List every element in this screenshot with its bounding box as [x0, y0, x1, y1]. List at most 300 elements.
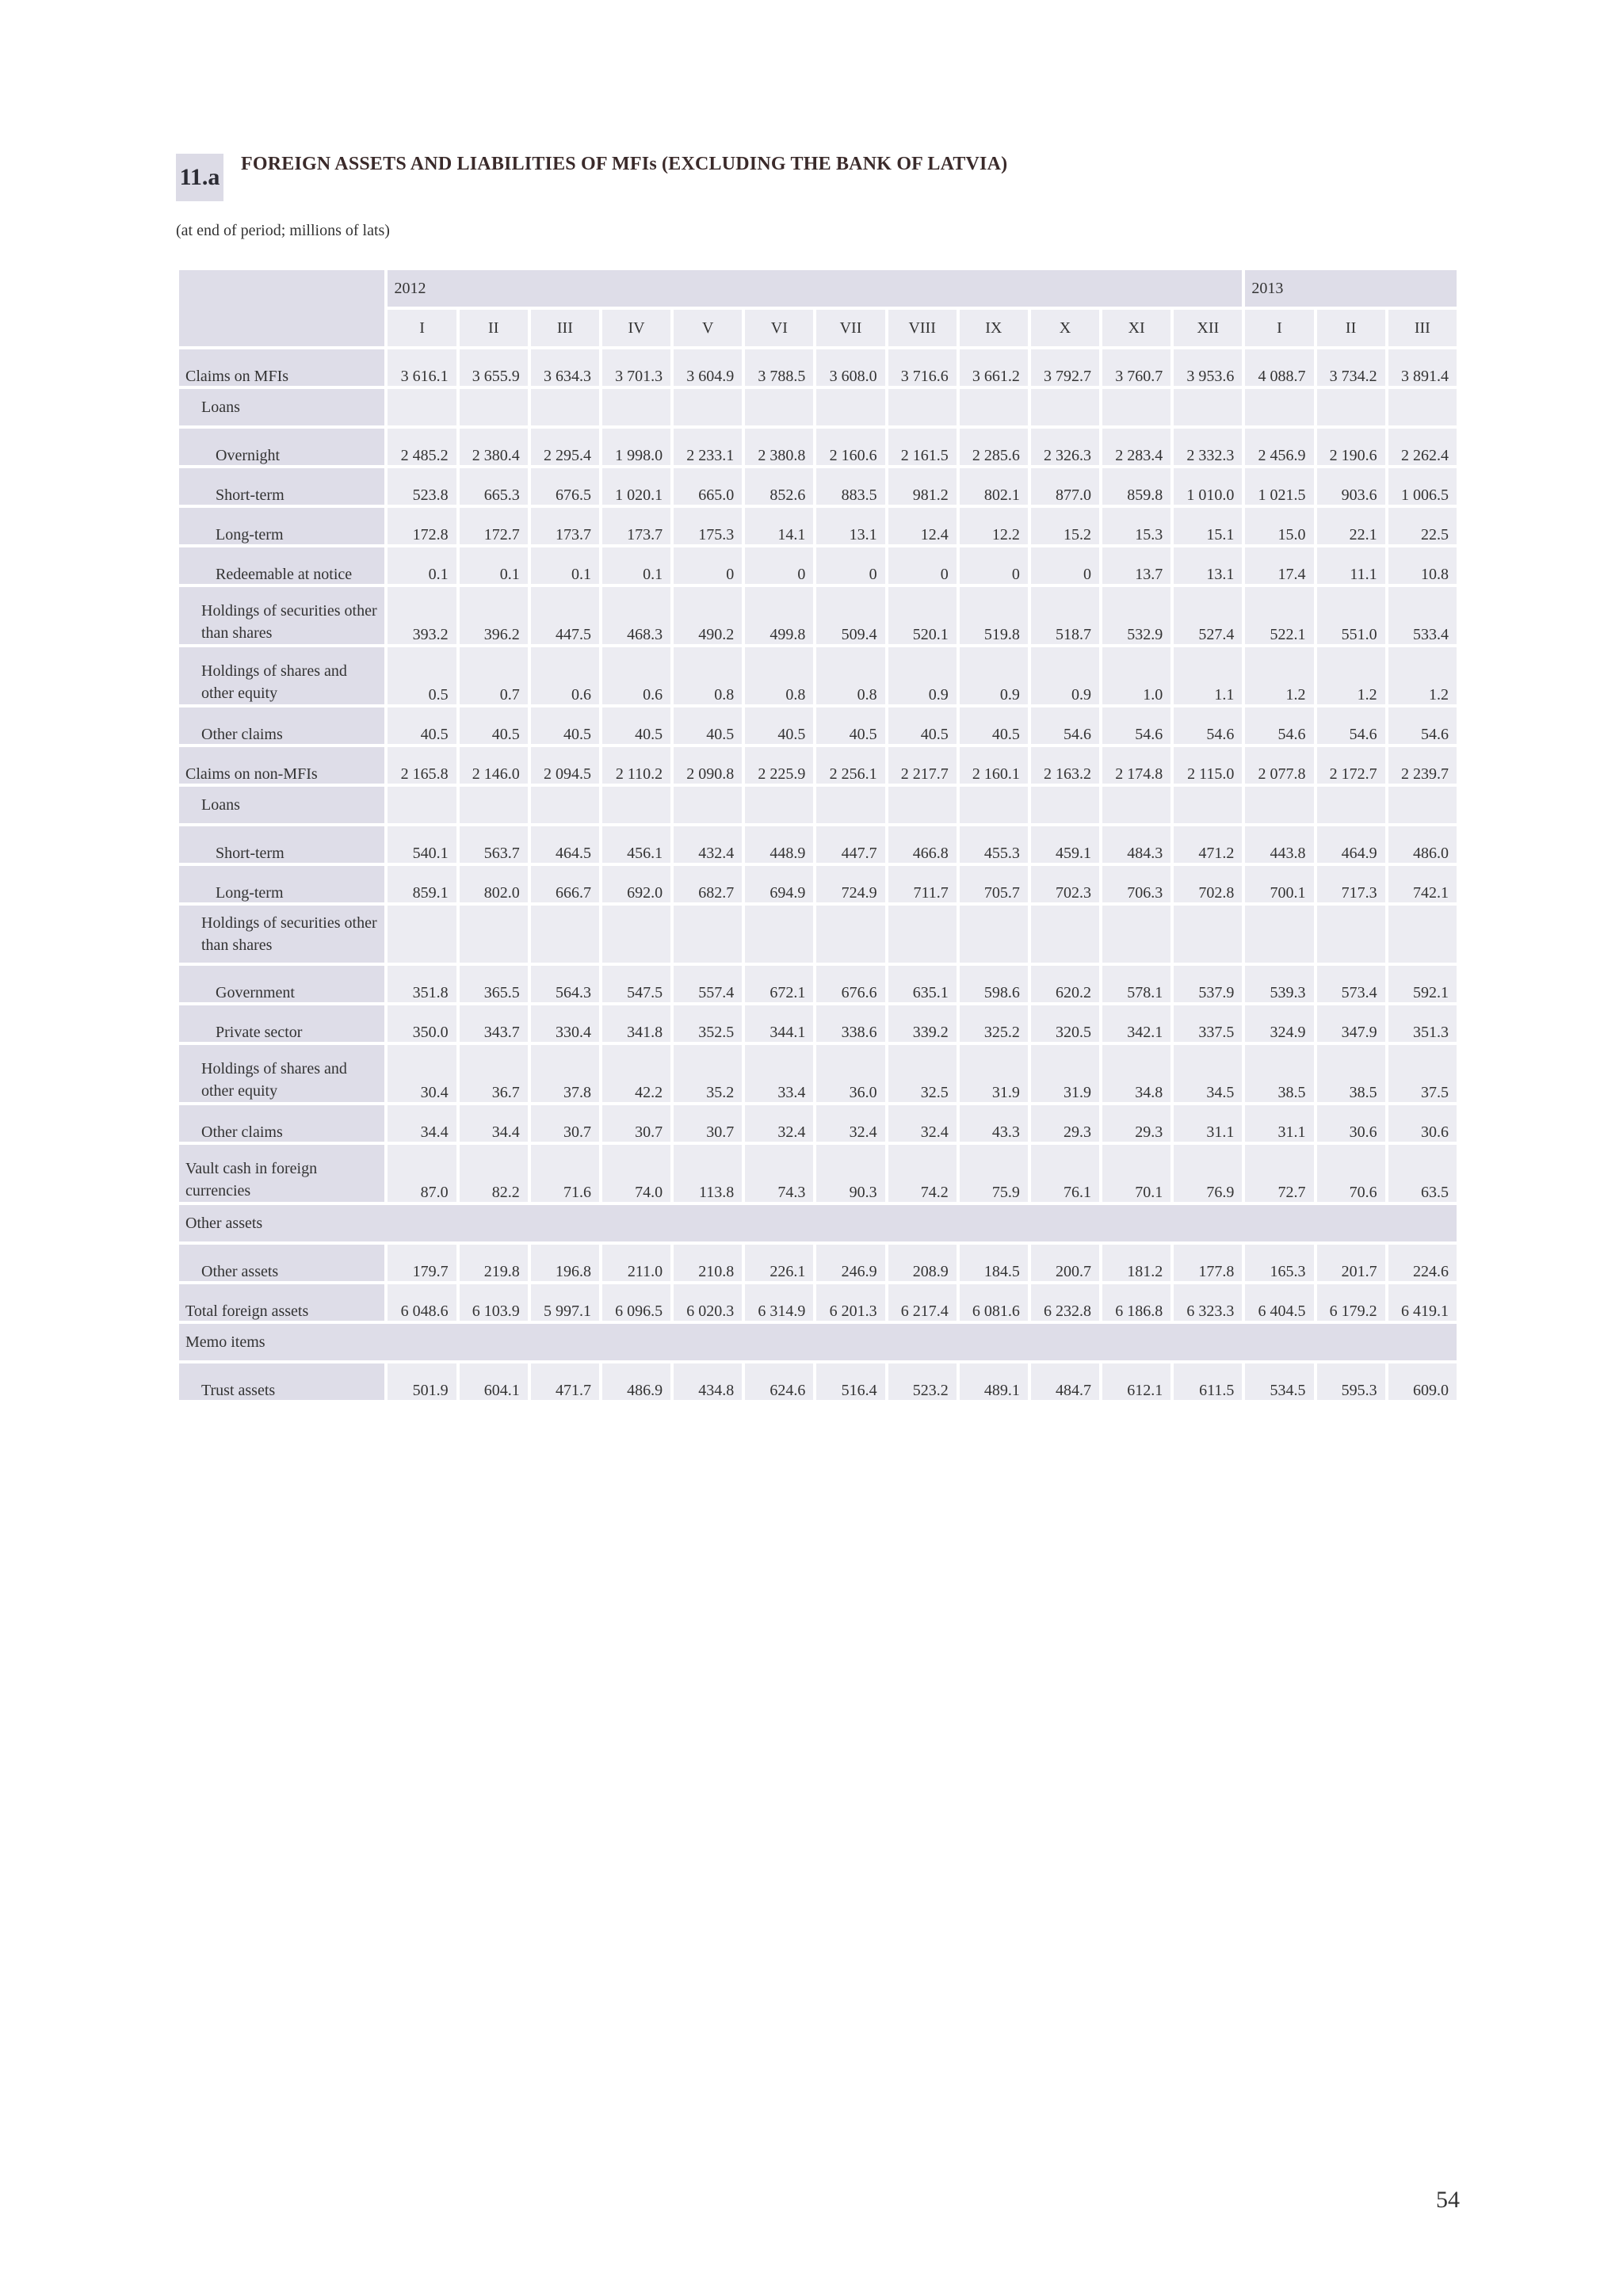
- value-cell: 6 096.5: [602, 1284, 670, 1321]
- value-cell: 40.5: [388, 707, 456, 744]
- value-cell: 0.6: [602, 647, 670, 704]
- value-cell: 72.7: [1245, 1145, 1313, 1202]
- value-cell: 208.9: [888, 1245, 957, 1281]
- value-cell: 54.6: [1174, 707, 1242, 744]
- section-label: Memo items: [179, 1324, 1457, 1360]
- value-cell: 343.7: [460, 1005, 528, 1042]
- value-cell: 342.1: [1102, 1005, 1170, 1042]
- value-cell: 330.4: [531, 1005, 599, 1042]
- month-header: III: [1388, 310, 1457, 346]
- table-row: [179, 1145, 1457, 1202]
- value-cell: 903.6: [1317, 468, 1385, 505]
- empty-cell: [1031, 389, 1099, 425]
- empty-cell: [674, 389, 742, 425]
- value-cell: 6 232.8: [1031, 1284, 1099, 1321]
- value-cell: 40.5: [960, 707, 1028, 744]
- value-cell: 29.3: [1031, 1105, 1099, 1142]
- empty-cell: [816, 787, 884, 823]
- value-cell: 6 323.3: [1174, 1284, 1242, 1321]
- value-cell: 173.7: [531, 508, 599, 544]
- value-cell: 54.6: [1245, 707, 1313, 744]
- empty-cell: [1102, 389, 1170, 425]
- value-cell: 393.2: [388, 587, 456, 644]
- table-row: [179, 1284, 1457, 1321]
- value-cell: 635.1: [888, 966, 957, 1002]
- value-cell: 489.1: [960, 1363, 1028, 1400]
- value-cell: 700.1: [1245, 866, 1313, 902]
- value-cell: 852.6: [745, 468, 813, 505]
- value-cell: 595.3: [1317, 1363, 1385, 1400]
- value-cell: 564.3: [531, 966, 599, 1002]
- value-cell: 2 256.1: [816, 747, 884, 784]
- value-cell: 2 090.8: [674, 747, 742, 784]
- row-label: Claims on non-MFIs: [179, 747, 384, 784]
- value-cell: 40.5: [602, 707, 670, 744]
- empty-cell: [1174, 389, 1242, 425]
- value-cell: 527.4: [1174, 587, 1242, 644]
- value-cell: 551.0: [1317, 587, 1385, 644]
- value-cell: 0: [960, 547, 1028, 584]
- table-row: [179, 906, 1457, 963]
- value-cell: 443.8: [1245, 826, 1313, 863]
- value-cell: 592.1: [1388, 966, 1457, 1002]
- value-cell: 13.1: [1174, 547, 1242, 584]
- value-cell: 624.6: [745, 1363, 813, 1400]
- value-cell: 226.1: [745, 1245, 813, 1281]
- value-cell: 1 021.5: [1245, 468, 1313, 505]
- value-cell: 2 326.3: [1031, 429, 1099, 465]
- value-cell: 464.9: [1317, 826, 1385, 863]
- table-row: [179, 547, 1457, 584]
- value-cell: 1.2: [1245, 647, 1313, 704]
- value-cell: 2 110.2: [602, 747, 670, 784]
- value-cell: 75.9: [960, 1145, 1028, 1202]
- value-cell: 15.2: [1031, 508, 1099, 544]
- empty-cell: [960, 389, 1028, 425]
- empty-cell: [745, 906, 813, 963]
- value-cell: 666.7: [531, 866, 599, 902]
- value-cell: 32.4: [745, 1105, 813, 1142]
- value-cell: 0.1: [531, 547, 599, 584]
- empty-cell: [1317, 389, 1385, 425]
- value-cell: 2 161.5: [888, 429, 957, 465]
- corner-cell: [179, 270, 384, 346]
- row-label: Other claims: [179, 707, 384, 744]
- empty-cell: [531, 389, 599, 425]
- value-cell: 43.3: [960, 1105, 1028, 1142]
- value-cell: 338.6: [816, 1005, 884, 1042]
- value-cell: 2 380.4: [460, 429, 528, 465]
- row-label: Total foreign assets: [179, 1284, 384, 1321]
- value-cell: 22.1: [1317, 508, 1385, 544]
- empty-cell: [816, 906, 884, 963]
- table-row: [179, 647, 1457, 704]
- value-cell: 464.5: [531, 826, 599, 863]
- empty-cell: [1102, 906, 1170, 963]
- table-row: [179, 1205, 1457, 1241]
- value-cell: 448.9: [745, 826, 813, 863]
- row-label: Long-term: [179, 508, 384, 544]
- value-cell: 609.0: [1388, 1363, 1457, 1400]
- value-cell: 2 160.1: [960, 747, 1028, 784]
- value-cell: 365.5: [460, 966, 528, 1002]
- empty-cell: [816, 389, 884, 425]
- empty-cell: [602, 787, 670, 823]
- value-cell: 471.2: [1174, 826, 1242, 863]
- month-header: X: [1031, 310, 1099, 346]
- value-cell: 82.2: [460, 1145, 528, 1202]
- table-title: FOREIGN ASSETS AND LIABILITIES OF MFIs (EXCLUDING THE BANK OF LATVIA): [241, 154, 1008, 174]
- value-cell: 351.3: [1388, 1005, 1457, 1042]
- value-cell: 344.1: [745, 1005, 813, 1042]
- row-label: Claims on MFIs: [179, 349, 384, 386]
- row-label: Government: [179, 966, 384, 1002]
- table-row: [179, 1005, 1457, 1042]
- value-cell: 3 788.5: [745, 349, 813, 386]
- value-cell: 15.1: [1174, 508, 1242, 544]
- value-cell: 717.3: [1317, 866, 1385, 902]
- value-cell: 54.6: [1031, 707, 1099, 744]
- year-header-row: [179, 270, 1457, 307]
- empty-cell: [1031, 787, 1099, 823]
- value-cell: 2 239.7: [1388, 747, 1457, 784]
- value-cell: 2 160.6: [816, 429, 884, 465]
- row-label: Holdings of securities other than shares: [179, 906, 384, 963]
- table-row: [179, 389, 1457, 425]
- value-cell: 534.5: [1245, 1363, 1313, 1400]
- value-cell: 2 217.7: [888, 747, 957, 784]
- value-cell: 30.7: [674, 1105, 742, 1142]
- empty-cell: [1388, 787, 1457, 823]
- value-cell: 742.1: [1388, 866, 1457, 902]
- empty-cell: [531, 787, 599, 823]
- value-cell: 692.0: [602, 866, 670, 902]
- value-cell: 74.0: [602, 1145, 670, 1202]
- value-cell: 0.1: [460, 547, 528, 584]
- value-cell: 6 081.6: [960, 1284, 1028, 1321]
- value-cell: 523.8: [388, 468, 456, 505]
- value-cell: 320.5: [1031, 1005, 1099, 1042]
- value-cell: 468.3: [602, 587, 670, 644]
- value-cell: 2 283.4: [1102, 429, 1170, 465]
- value-cell: 540.1: [388, 826, 456, 863]
- table-row: [179, 468, 1457, 505]
- empty-cell: [888, 906, 957, 963]
- value-cell: 3 608.0: [816, 349, 884, 386]
- value-cell: 31.9: [960, 1045, 1028, 1102]
- foreign-assets-table: [176, 267, 1460, 1403]
- value-cell: 76.1: [1031, 1145, 1099, 1202]
- value-cell: 165.3: [1245, 1245, 1313, 1281]
- value-cell: 201.7: [1317, 1245, 1385, 1281]
- empty-cell: [531, 906, 599, 963]
- value-cell: 14.1: [745, 508, 813, 544]
- value-cell: 0.8: [816, 647, 884, 704]
- value-cell: 802.1: [960, 468, 1028, 505]
- value-cell: 17.4: [1245, 547, 1313, 584]
- value-cell: 74.3: [745, 1145, 813, 1202]
- value-cell: 6 314.9: [745, 1284, 813, 1321]
- value-cell: 802.0: [460, 866, 528, 902]
- value-cell: 676.6: [816, 966, 884, 1002]
- row-label: Holdings of shares and other equity: [179, 647, 384, 704]
- value-cell: 3 634.3: [531, 349, 599, 386]
- month-header: VIII: [888, 310, 957, 346]
- value-cell: 34.4: [460, 1105, 528, 1142]
- value-cell: 539.3: [1245, 966, 1313, 1002]
- value-cell: 74.2: [888, 1145, 957, 1202]
- value-cell: 2 262.4: [1388, 429, 1457, 465]
- value-cell: 33.4: [745, 1045, 813, 1102]
- value-cell: 38.5: [1245, 1045, 1313, 1102]
- value-cell: 177.8: [1174, 1245, 1242, 1281]
- value-cell: 12.4: [888, 508, 957, 544]
- value-cell: 179.7: [388, 1245, 456, 1281]
- value-cell: 547.5: [602, 966, 670, 1002]
- value-cell: 32.4: [888, 1105, 957, 1142]
- value-cell: 172.7: [460, 508, 528, 544]
- value-cell: 612.1: [1102, 1363, 1170, 1400]
- value-cell: 522.1: [1245, 587, 1313, 644]
- empty-cell: [388, 787, 456, 823]
- value-cell: 40.5: [531, 707, 599, 744]
- value-cell: 883.5: [816, 468, 884, 505]
- value-cell: 1 998.0: [602, 429, 670, 465]
- value-cell: 224.6: [1388, 1245, 1457, 1281]
- table-row: [179, 787, 1457, 823]
- value-cell: 30.6: [1317, 1105, 1385, 1142]
- value-cell: 0.6: [531, 647, 599, 704]
- empty-cell: [1388, 389, 1457, 425]
- value-cell: 325.2: [960, 1005, 1028, 1042]
- empty-cell: [745, 787, 813, 823]
- value-cell: 6 201.3: [816, 1284, 884, 1321]
- value-cell: 30.6: [1388, 1105, 1457, 1142]
- value-cell: 434.8: [674, 1363, 742, 1400]
- value-cell: 2 285.6: [960, 429, 1028, 465]
- month-header: V: [674, 310, 742, 346]
- value-cell: 31.1: [1174, 1105, 1242, 1142]
- value-cell: 563.7: [460, 826, 528, 863]
- value-cell: 0: [1031, 547, 1099, 584]
- row-label: Trust assets: [179, 1363, 384, 1400]
- value-cell: 196.8: [531, 1245, 599, 1281]
- month-header: XII: [1174, 310, 1242, 346]
- value-cell: 499.8: [745, 587, 813, 644]
- row-label: Vault cash in foreign currencies: [179, 1145, 384, 1202]
- value-cell: 40.5: [674, 707, 742, 744]
- value-cell: 184.5: [960, 1245, 1028, 1281]
- value-cell: 2 094.5: [531, 747, 599, 784]
- empty-cell: [1174, 906, 1242, 963]
- empty-cell: [1245, 906, 1313, 963]
- value-cell: 0.9: [960, 647, 1028, 704]
- value-cell: 1.2: [1317, 647, 1385, 704]
- table-row: [179, 966, 1457, 1002]
- value-cell: 2 165.8: [388, 747, 456, 784]
- value-cell: 0.1: [388, 547, 456, 584]
- value-cell: 341.8: [602, 1005, 670, 1042]
- value-cell: 396.2: [460, 587, 528, 644]
- value-cell: 694.9: [745, 866, 813, 902]
- value-cell: 537.9: [1174, 966, 1242, 1002]
- value-cell: 34.4: [388, 1105, 456, 1142]
- month-header: XI: [1102, 310, 1170, 346]
- empty-cell: [460, 389, 528, 425]
- value-cell: 2 115.0: [1174, 747, 1242, 784]
- value-cell: 672.1: [745, 966, 813, 1002]
- value-cell: 10.8: [1388, 547, 1457, 584]
- value-cell: 1 020.1: [602, 468, 670, 505]
- value-cell: 22.5: [1388, 508, 1457, 544]
- row-label: Other claims: [179, 1105, 384, 1142]
- value-cell: 523.2: [888, 1363, 957, 1400]
- value-cell: 598.6: [960, 966, 1028, 1002]
- value-cell: 3 616.1: [388, 349, 456, 386]
- value-cell: 484.7: [1031, 1363, 1099, 1400]
- value-cell: 2 146.0: [460, 747, 528, 784]
- row-label: Holdings of securities other than shares: [179, 587, 384, 644]
- value-cell: 6 179.2: [1317, 1284, 1385, 1321]
- empty-cell: [1245, 389, 1313, 425]
- value-cell: 501.9: [388, 1363, 456, 1400]
- value-cell: 532.9: [1102, 587, 1170, 644]
- month-header: VI: [745, 310, 813, 346]
- value-cell: 30.7: [602, 1105, 670, 1142]
- value-cell: 0: [816, 547, 884, 584]
- table-row: [179, 1105, 1457, 1142]
- value-cell: 76.9: [1174, 1145, 1242, 1202]
- value-cell: 3 661.2: [960, 349, 1028, 386]
- empty-cell: [888, 787, 957, 823]
- value-cell: 3 792.7: [1031, 349, 1099, 386]
- empty-cell: [1174, 787, 1242, 823]
- table-row: [179, 587, 1457, 644]
- value-cell: 0.9: [1031, 647, 1099, 704]
- value-cell: 516.4: [816, 1363, 884, 1400]
- value-cell: 3 953.6: [1174, 349, 1242, 386]
- value-cell: 466.8: [888, 826, 957, 863]
- value-cell: 665.0: [674, 468, 742, 505]
- value-cell: 3 655.9: [460, 349, 528, 386]
- value-cell: 11.1: [1317, 547, 1385, 584]
- value-cell: 31.1: [1245, 1105, 1313, 1142]
- value-cell: 2 172.7: [1317, 747, 1385, 784]
- table-row: [179, 747, 1457, 784]
- table-row: [179, 1324, 1457, 1360]
- value-cell: 509.4: [816, 587, 884, 644]
- value-cell: 3 734.2: [1317, 349, 1385, 386]
- value-cell: 37.5: [1388, 1045, 1457, 1102]
- value-cell: 0.8: [674, 647, 742, 704]
- value-cell: 1 006.5: [1388, 468, 1457, 505]
- empty-cell: [1102, 787, 1170, 823]
- value-cell: 711.7: [888, 866, 957, 902]
- value-cell: 40.5: [745, 707, 813, 744]
- value-cell: 706.3: [1102, 866, 1170, 902]
- value-cell: 4 088.7: [1245, 349, 1313, 386]
- empty-cell: [1031, 906, 1099, 963]
- value-cell: 1.0: [1102, 647, 1170, 704]
- value-cell: 484.3: [1102, 826, 1170, 863]
- row-label: Redeemable at notice: [179, 547, 384, 584]
- value-cell: 15.0: [1245, 508, 1313, 544]
- table-row: [179, 866, 1457, 902]
- empty-cell: [960, 787, 1028, 823]
- value-cell: 219.8: [460, 1245, 528, 1281]
- value-cell: 54.6: [1388, 707, 1457, 744]
- value-cell: 578.1: [1102, 966, 1170, 1002]
- value-cell: 533.4: [1388, 587, 1457, 644]
- value-cell: 2 077.8: [1245, 747, 1313, 784]
- value-cell: 0.5: [388, 647, 456, 704]
- value-cell: 859.8: [1102, 468, 1170, 505]
- value-cell: 6 419.1: [1388, 1284, 1457, 1321]
- value-cell: 337.5: [1174, 1005, 1242, 1042]
- value-cell: 3 891.4: [1388, 349, 1457, 386]
- value-cell: 6 404.5: [1245, 1284, 1313, 1321]
- section-label: Other assets: [179, 1205, 1457, 1241]
- value-cell: 432.4: [674, 826, 742, 863]
- value-cell: 520.1: [888, 587, 957, 644]
- value-cell: 339.2: [888, 1005, 957, 1042]
- value-cell: 2 225.9: [745, 747, 813, 784]
- value-cell: 54.6: [1317, 707, 1385, 744]
- value-cell: 32.5: [888, 1045, 957, 1102]
- value-cell: 3 604.9: [674, 349, 742, 386]
- value-cell: 705.7: [960, 866, 1028, 902]
- value-cell: 1.2: [1388, 647, 1457, 704]
- value-cell: 6 020.3: [674, 1284, 742, 1321]
- value-cell: 347.9: [1317, 1005, 1385, 1042]
- month-header: II: [1317, 310, 1385, 346]
- value-cell: 172.8: [388, 508, 456, 544]
- value-cell: 90.3: [816, 1145, 884, 1202]
- value-cell: 31.9: [1031, 1045, 1099, 1102]
- value-cell: 36.7: [460, 1045, 528, 1102]
- month-header: I: [388, 310, 456, 346]
- empty-cell: [602, 389, 670, 425]
- value-cell: 471.7: [531, 1363, 599, 1400]
- value-cell: 173.7: [602, 508, 670, 544]
- table-row: [179, 707, 1457, 744]
- value-cell: 175.3: [674, 508, 742, 544]
- value-cell: 70.6: [1317, 1145, 1385, 1202]
- value-cell: 38.5: [1317, 1045, 1385, 1102]
- value-cell: 71.6: [531, 1145, 599, 1202]
- value-cell: 981.2: [888, 468, 957, 505]
- empty-cell: [745, 389, 813, 425]
- value-cell: 0.1: [602, 547, 670, 584]
- value-cell: 13.7: [1102, 547, 1170, 584]
- month-header: I: [1245, 310, 1313, 346]
- value-cell: 6 048.6: [388, 1284, 456, 1321]
- value-cell: 2 174.8: [1102, 747, 1170, 784]
- value-cell: 0.9: [888, 647, 957, 704]
- empty-cell: [888, 389, 957, 425]
- value-cell: 702.8: [1174, 866, 1242, 902]
- table-row: [179, 1045, 1457, 1102]
- value-cell: 676.5: [531, 468, 599, 505]
- table-row: [179, 1245, 1457, 1281]
- value-cell: 3 701.3: [602, 349, 670, 386]
- row-label: Long-term: [179, 866, 384, 902]
- value-cell: 350.0: [388, 1005, 456, 1042]
- value-cell: 12.2: [960, 508, 1028, 544]
- row-label: Overnight: [179, 429, 384, 465]
- value-cell: 0: [674, 547, 742, 584]
- month-header: IV: [602, 310, 670, 346]
